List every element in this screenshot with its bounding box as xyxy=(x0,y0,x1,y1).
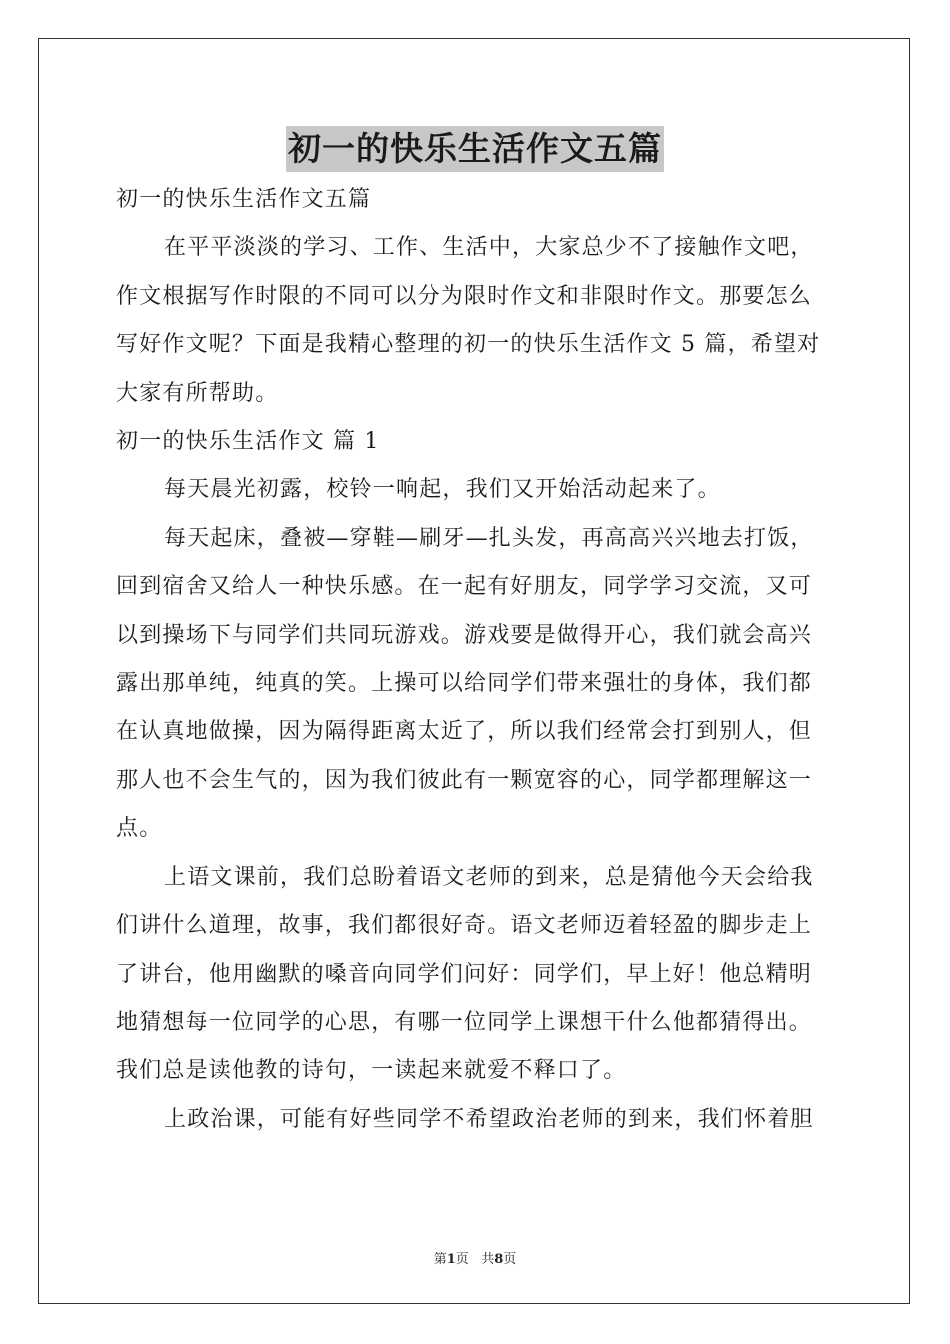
text-line: 上政治课，可能有好些同学不希望政治老师的到来，我们怀着胆 xyxy=(164,1106,814,1132)
text-line: 我们总是读他教的诗句，一读起来就爱不释口了。 xyxy=(116,1058,627,1084)
text-line: 大家有所帮助。 xyxy=(116,380,279,406)
footer-total-pages: 8 xyxy=(494,1252,504,1267)
text-line: 那人也不会生气的，因为我们彼此有一颗宽容的心，同学都理解这一 xyxy=(116,767,813,793)
footer-total-prefix: 共 xyxy=(481,1252,495,1267)
text-line: 作文根据写作时限的不同可以分为限时作文和非限时作文。那要怎么 xyxy=(116,283,813,309)
text-line: 点。 xyxy=(116,816,163,842)
footer-page-number: 1 xyxy=(446,1252,456,1267)
text-line: 初一的快乐生活作文五篇 xyxy=(116,187,372,212)
text-line: 露出那单纯，纯真的笑。上操可以给同学们带来强壮的身体，我们都 xyxy=(116,671,813,697)
text-line: 上语文课前，我们总盼着语文老师的到来，总是猜他今天会给我 xyxy=(164,864,814,890)
text-line: 们讲什么道理，故事，我们都很好奇。语文老师迈着轻盈的脚步走上 xyxy=(116,913,813,939)
text-line: 回到宿舍又给人一种快乐感。在一起有好朋友，同学学习交流，又可 xyxy=(116,574,813,600)
page-footer xyxy=(0,1248,950,1267)
text-line: 每天晨光初露，校铃一响起，我们又开始活动起来了。 xyxy=(164,477,721,503)
document-body xyxy=(116,176,836,1144)
footer-total-suffix: 页 xyxy=(503,1252,517,1267)
text-line: 在认真地做操，因为隔得距离太近了，所以我们经常会打到别人，但 xyxy=(116,719,813,745)
footer-page-prefix: 第 xyxy=(433,1252,447,1267)
text-line: 了讲台，他用幽默的嗓音向同学们问好：同学们，早上好！他总精明 xyxy=(116,961,813,987)
text-line: 地猜想每一位同学的心思，有哪一位同学上课想干什么他都猜得出。 xyxy=(116,1009,813,1035)
title-container xyxy=(0,126,950,172)
text-line: 以到操场下与同学们共同玩游戏。游戏要是做得开心，我们就会高兴 xyxy=(116,622,813,648)
footer-page-suffix: 页 xyxy=(455,1252,469,1267)
text-line: 在平平淡淡的学习、工作、生活中，大家总少不了接触作文吧， xyxy=(164,235,814,261)
text-line: 写好作文呢？下面是我精心整理的初一的快乐生活作文 5 篇，希望对 xyxy=(116,332,821,358)
text-line: 初一的快乐生活作文 篇 1 xyxy=(116,429,380,455)
document-title: 初一的快乐生活作文五篇 xyxy=(286,126,664,172)
text-line: 每天起床，叠被—穿鞋—刷牙—扎头发，再高高兴兴地去打饭， xyxy=(164,525,814,551)
